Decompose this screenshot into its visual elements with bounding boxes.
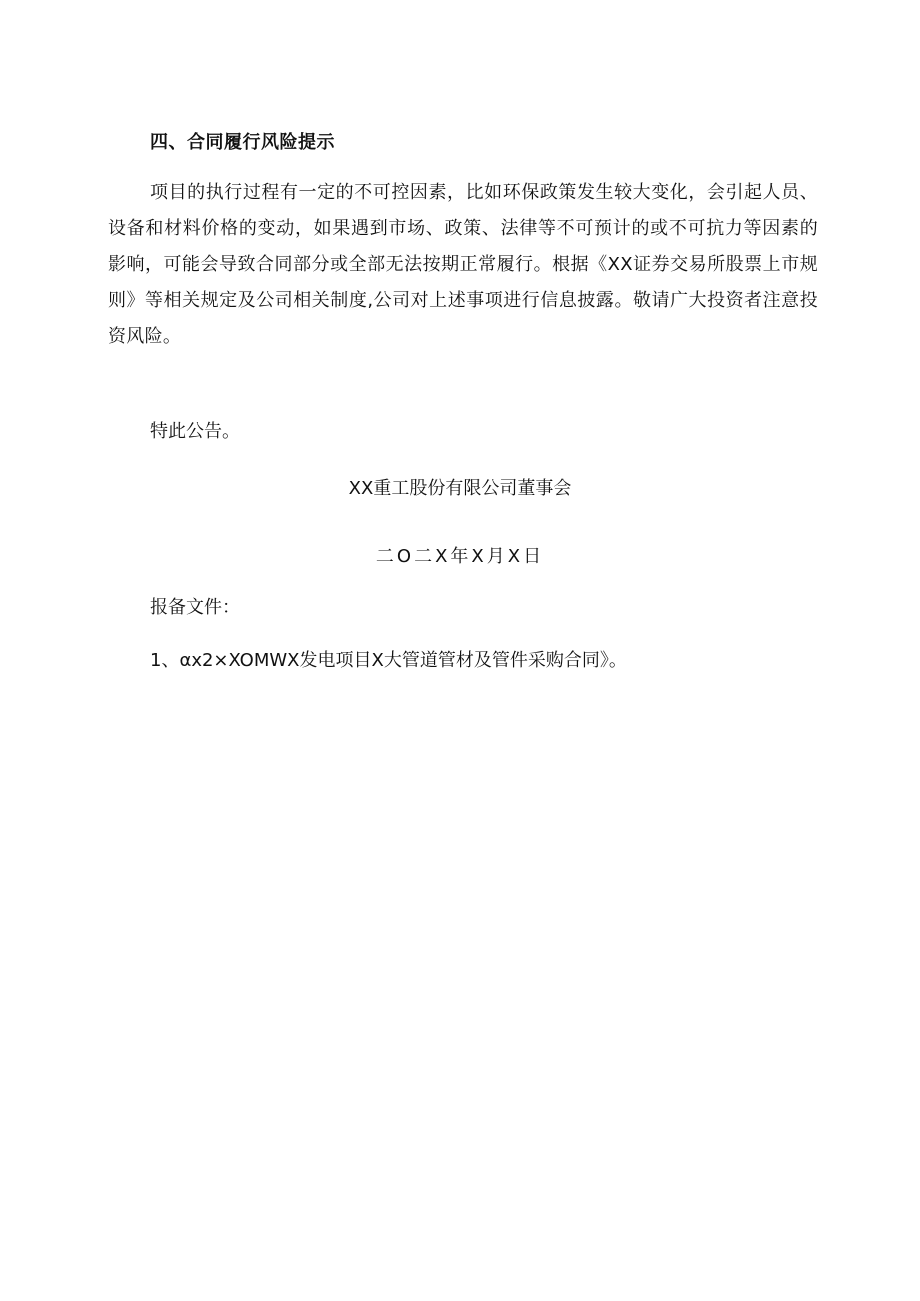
attachments-title: 报备文件： xyxy=(150,597,240,618)
board-signature: XX重工股份有限公司董事会 xyxy=(348,478,572,499)
announcement-date: 二O二X年X月X日 xyxy=(375,546,545,567)
attachment-item: 1、αx2×XOMWX发电项目X大管道管材及管件采购合同》。 xyxy=(150,650,627,671)
closing-statement: 特此公告。 xyxy=(150,421,240,442)
section-heading: 四、合同履行风险提示 xyxy=(150,132,335,153)
risk-paragraph: 项目的执行过程有一定的不可控因素，比如环保政策发生较大变化，会引起人员、设备和材料价格的变动，如果遇到市场、政策、法律等不可预计的或不可抗力等因素的影响，可能会导致合同部分或全部无法按期正常履行。根据《XX证券交易所股票上市规则》等相关规定及公司相关制度,公司对上述事项进行信息披露。敬请广大投资者注意投资风险。 xyxy=(108,182,818,347)
